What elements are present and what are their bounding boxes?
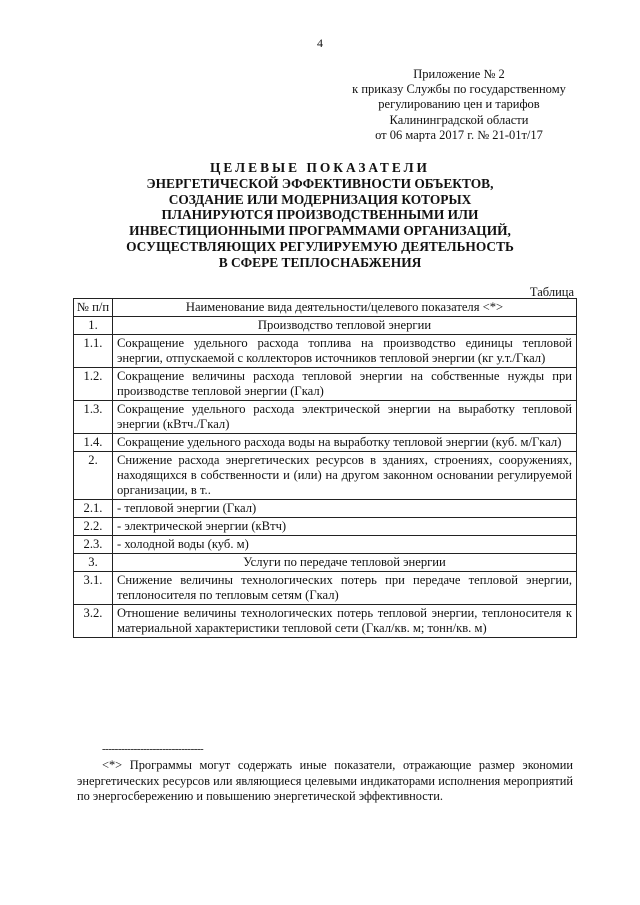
row-text: - холодной воды (куб. м) (113, 536, 577, 554)
row-num: 1.1. (74, 335, 113, 368)
row-section-title: Услуги по передаче тепловой энергии (113, 554, 577, 572)
table-caption: Таблица (529, 285, 574, 299)
row-text: - тепловой энергии (Гкал) (113, 500, 577, 518)
table-header-row (74, 299, 577, 317)
appendix-line: регулированию цен и тарифов (378, 97, 540, 112)
table-row (74, 434, 577, 452)
row-text: Отношение величины технологических потерь тепловой энергии, теплоносителя к материальной характеристики тепловой сети (Гкал/кв. м; тонн/кв. м) (113, 605, 577, 638)
appendix-line: от 06 марта 2017 г. № 21-01т/17 (375, 127, 543, 142)
page-number: 4 (317, 36, 323, 50)
row-num: 1.4. (74, 434, 113, 452)
title-line: ПЛАНИРУЮТСЯ ПРОИЗВОДСТВЕННЫМИ ИЛИ (161, 207, 479, 223)
row-num: 3.1. (74, 572, 113, 605)
footnote-separator: -------------------------------- (102, 743, 204, 755)
row-num: 3.2. (74, 605, 113, 638)
row-text: Сокращение удельного расхода топлива на производство единицы тепловой энергии, отпускаемой с коллекторов источников тепловой энергии (кг у.т./Гкал) (113, 335, 577, 368)
document-title (60, 160, 580, 271)
title-line: СОЗДАНИЕ ИЛИ МОДЕРНИЗАЦИЯ КОТОРЫХ (168, 191, 472, 207)
row-text: - электрической энергии (кВтч) (113, 518, 577, 536)
table-row (74, 317, 577, 335)
row-num: 2. (74, 452, 113, 500)
row-num: 2.2. (74, 518, 113, 536)
row-text: Сокращение величины расхода тепловой энергии на собственные нужды при производстве тепловой энергии (Гкал) (113, 368, 577, 401)
row-num: 3. (74, 554, 113, 572)
row-text: Снижение величины технологических потерь при передаче тепловой энергии, теплоносителя по тепловым сетям (Гкал) (113, 572, 577, 605)
header-num: № п/п (74, 299, 113, 317)
appendix-line: Приложение № 2 (413, 67, 505, 81)
table-row (74, 335, 577, 368)
row-num: 1. (74, 317, 113, 335)
title-line: ИНВЕСТИЦИОННЫМИ ПРОГРАММАМИ ОРГАНИЗАЦИЙ, (129, 223, 511, 239)
footnote-text: <*> Программы могут содержать иные показатели, отражающие размер экономии энергетических ресурсов или являющиеся целевыми индикаторами исполнения мероприятий по энергосбережению и повышению энергетической эффективности. (77, 758, 573, 803)
appendix-line: к приказу Службы по государственному (352, 82, 566, 97)
table-row (74, 605, 577, 638)
title-line: ЭНЕРГЕТИЧЕСКОЙ ЭФФЕКТИВНОСТИ ОБЪЕКТОВ, (146, 175, 494, 191)
table-row (74, 572, 577, 605)
row-section-title: Производство тепловой энергии (113, 317, 577, 335)
table-row (74, 401, 577, 434)
indicators-table (73, 298, 577, 638)
table-row (74, 500, 577, 518)
title-line: ЦЕЛЕВЫЕ ПОКАЗАТЕЛИ (210, 160, 430, 175)
title-line: В СФЕРЕ ТЕПЛОСНАБЖЕНИЯ (218, 254, 422, 270)
table-row (74, 518, 577, 536)
row-num: 2.1. (74, 500, 113, 518)
row-num: 2.3. (74, 536, 113, 554)
row-num: 1.3. (74, 401, 113, 434)
row-text: Сокращение удельного расхода воды на выработку тепловой энергии (куб. м/Гкал) (113, 434, 577, 452)
table-row (74, 536, 577, 554)
title-line: ОСУЩЕСТВЛЯЮЩИХ РЕГУЛИРУЕМУЮ ДЕЯТЕЛЬНОСТЬ (126, 238, 514, 254)
row-text: Сокращение удельного расхода электрической энергии на выработку тепловой энергии (кВтч./Гкал) (113, 401, 577, 434)
table-row (74, 368, 577, 401)
appendix-line: Калининградской области (389, 112, 529, 127)
row-text: Снижение расхода энергетических ресурсов в зданиях, строениях, сооружениях, находящихся в собственности и (или) на другом законном основании регулируемой организации, в т.. (113, 452, 577, 500)
table-row (74, 554, 577, 572)
row-num: 1.2. (74, 368, 113, 401)
appendix-reference (336, 67, 582, 143)
table-row (74, 452, 577, 500)
header-name: Наименование вида деятельности/целевого показателя <*> (113, 299, 577, 317)
